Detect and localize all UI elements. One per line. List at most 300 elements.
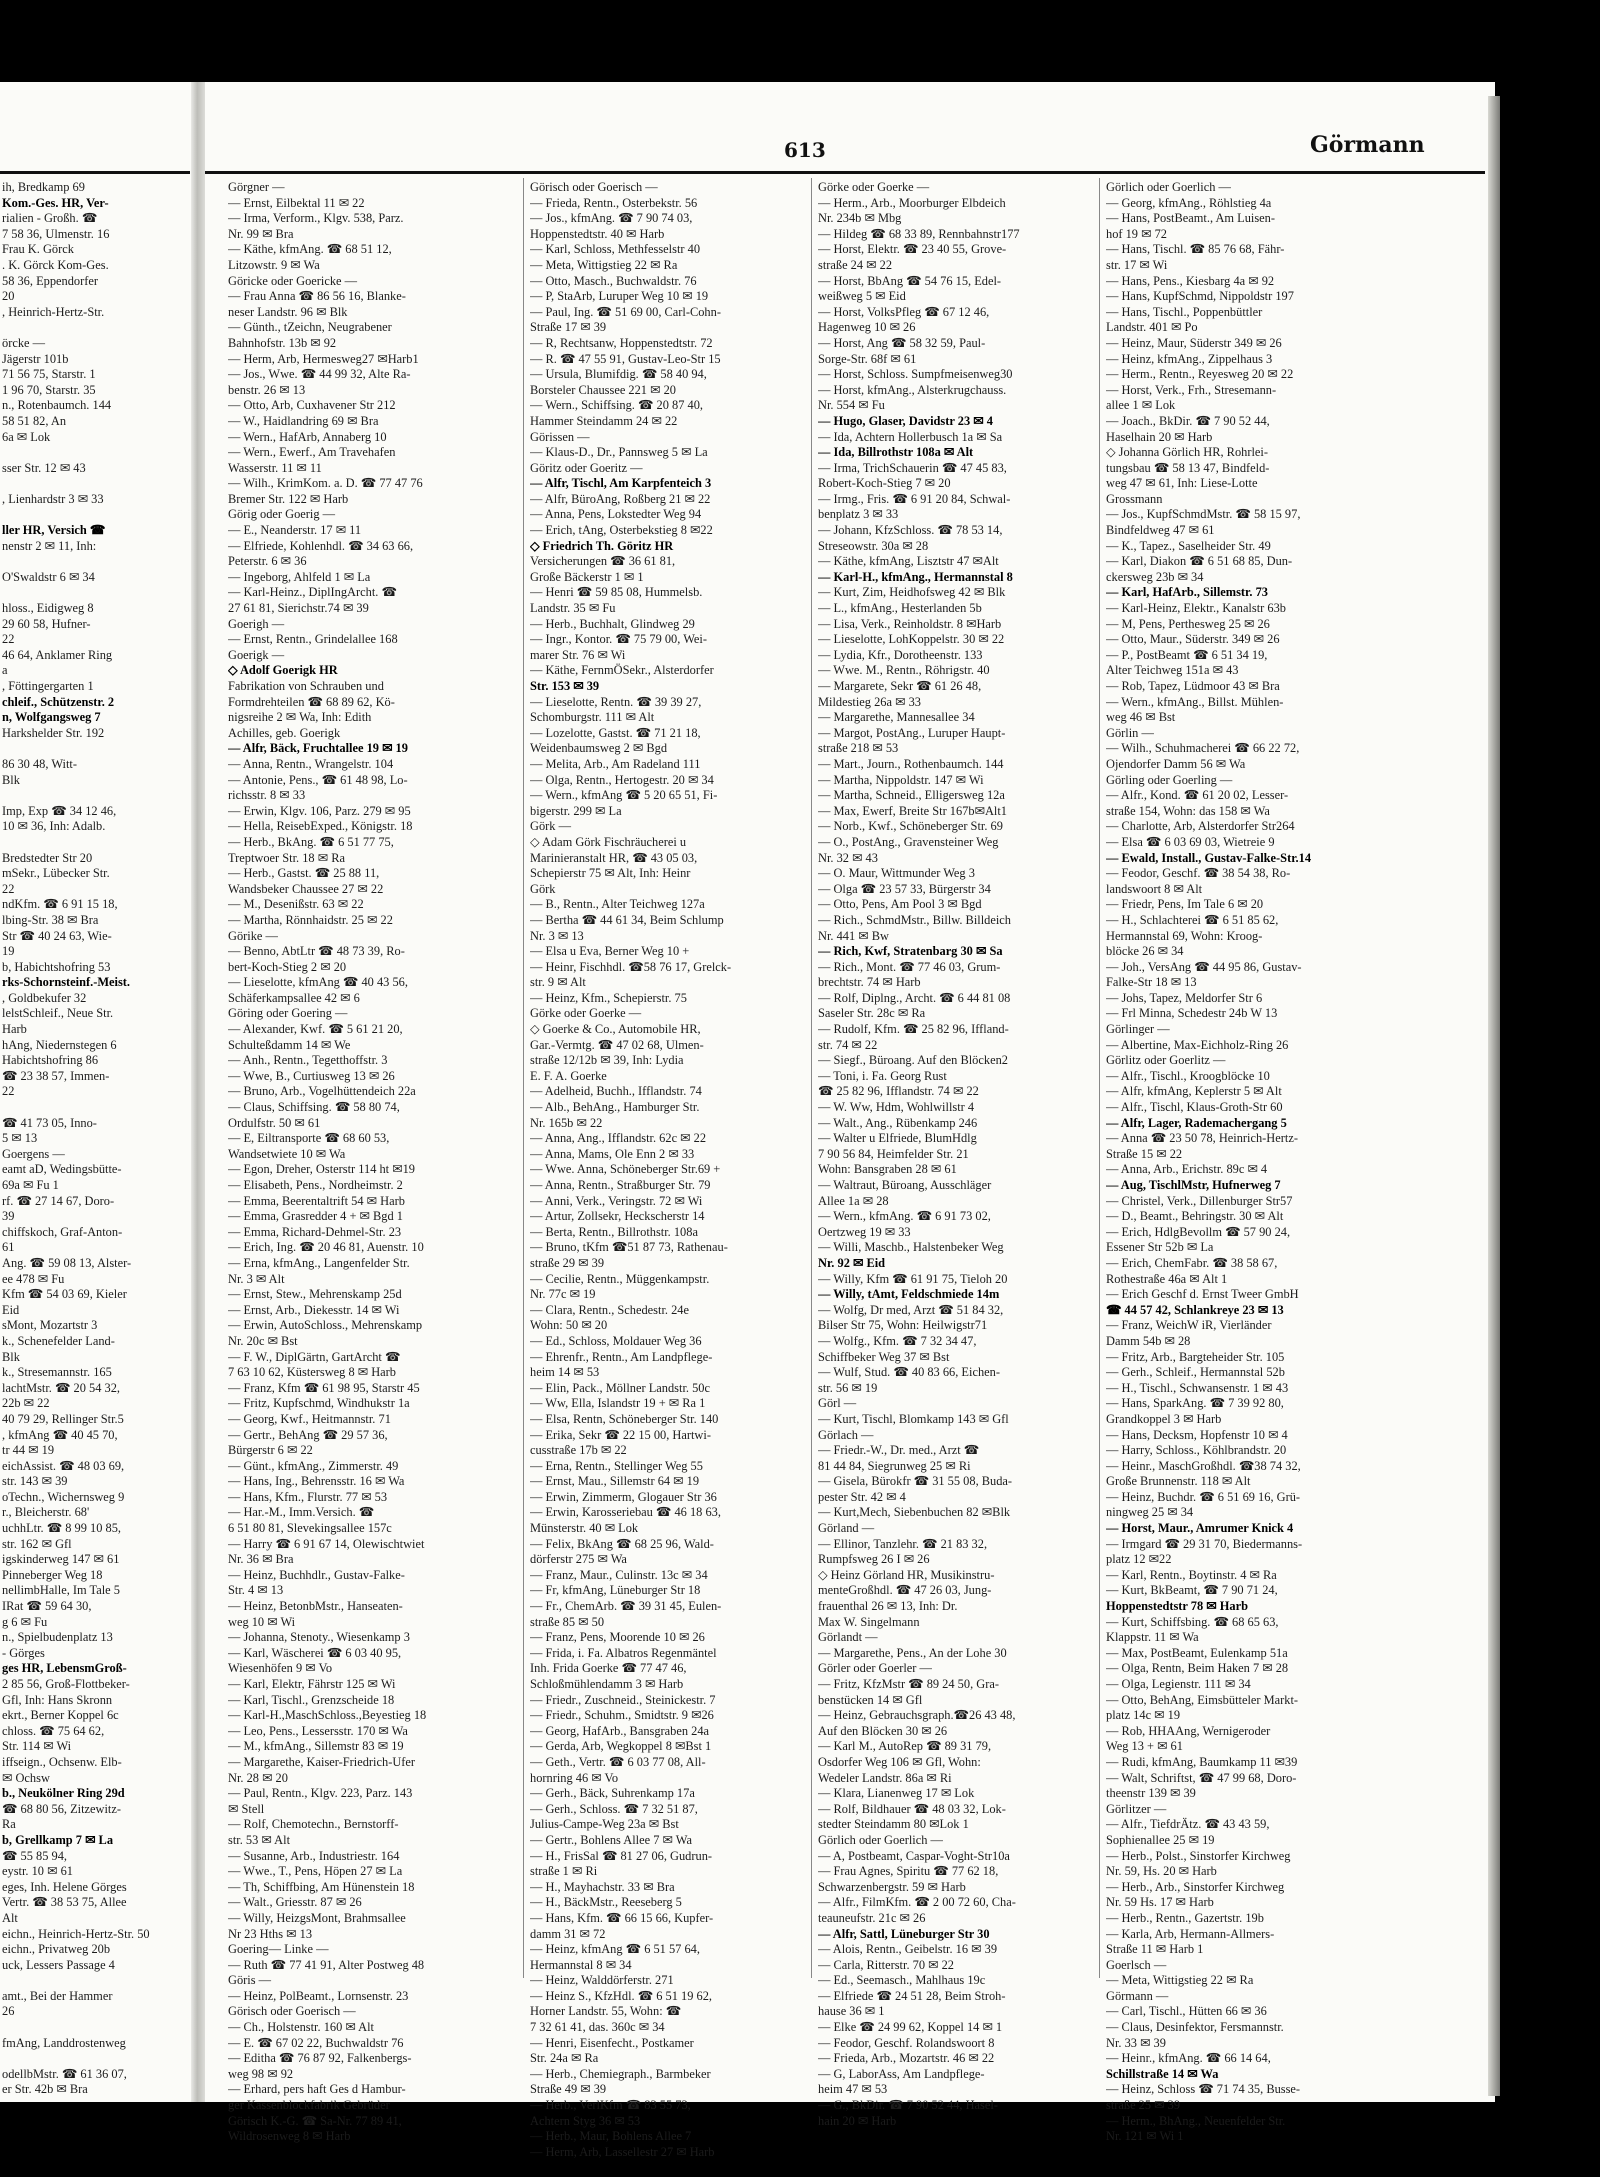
directory-entry: — Erwin, Zimmerm, Glogauer Str 36 — [530, 1489, 717, 1504]
directory-entry: Nr. 99 ✉ Bra — [228, 226, 294, 241]
directory-entry: hAng, Niedernstegen 6 — [2, 1037, 117, 1052]
directory-entry: — Hans, PostBeamt., Am Luisen- — [1106, 211, 1275, 226]
directory-entry: Görisch K.-G. ☎ Sa-Nr. 77 89 41, — [228, 2113, 402, 2128]
directory-entry: frauenthal 26 ✉ 13, Inh: Dr. — [818, 1599, 958, 1614]
directory-entry: — Irma, Verform., Klgv. 538, Parz. — [228, 211, 404, 226]
directory-entry: Goergens — — [2, 1146, 65, 1161]
directory-entry: — Martha, Schneid., Elligersweg 12a — [818, 788, 1005, 803]
directory-entry: — Erich, ChemFabr. ☎ 38 58 67, — [1106, 1255, 1278, 1270]
directory-entry: — Harry ☎ 6 91 67 14, Olewischtwiet — [228, 1536, 425, 1551]
directory-entry: — H., Mayhachstr. 33 ✉ Bra — [530, 1879, 675, 1894]
directory-entry: eges, Inh. Helene Görges — [2, 1879, 127, 1894]
directory-entry: — Fritz, Kupfschmd, Windhukstr 1a — [228, 1396, 410, 1411]
directory-entry: — K., Tapez., Saselheider Str. 49 — [1106, 538, 1271, 553]
directory-entry: — Siegf., Büroang. Auf den Blöcken2 — [818, 1053, 1008, 1068]
directory-entry: ☎ 55 85 94, — [2, 1848, 67, 1863]
directory-entry: — Herm., Arb., Moorburger Elbdeich — [818, 195, 1006, 210]
directory-entry: — M., kfmAng., Sillemstr 83 ✉ 19 — [228, 1739, 404, 1754]
directory-entry: hain 20 ✉ Harb — [818, 2113, 897, 2128]
directory-entry: — Karl, Rentn., Boytinstr. 4 ✉ Ra — [1106, 1567, 1277, 1582]
directory-entry: — G., BkDir. ☎ 7 90 52 44, Hasel- — [818, 2098, 998, 2113]
directory-entry: — Heinz, kfmAng., Zippelhaus 3 — [1106, 351, 1273, 366]
directory-entry: — Georg, kfmAng., Röhlstieg 4a — [1106, 195, 1272, 210]
directory-entry: — Wwe., T., Pens, Höpen 27 ✉ La — [228, 1864, 403, 1879]
directory-entry: — Elin, Pack., Möllner Landstr. 50c — [530, 1380, 710, 1395]
directory-entry: — E. ☎ 67 02 22, Buchwaldstr 76 — [228, 2035, 404, 2050]
directory-entry: — Elke ☎ 24 99 62, Koppel 14 ✉ 1 — [818, 2020, 1003, 2035]
directory-entry: Schwarzenbergstr. 59 ✉ Harb — [818, 1879, 966, 1894]
directory-entry: — Max, Ewerf, Breite Str 167b✉Alt1 — [818, 803, 1007, 818]
directory-entry: 22 — [2, 1084, 15, 1099]
directory-entry: 29 60 58, Hufner- — [2, 616, 91, 631]
directory-entry: richsstr. 8 ✉ 33 — [228, 788, 306, 803]
directory-entry: — Willi, Maschb., Halstenbeker Weg — [818, 1240, 1004, 1255]
directory-entry: Weidenbaumsweg 2 ✉ Bgd — [530, 741, 668, 756]
directory-entry: — Hugo, Glaser, Davidstr 23 ✉ 4 — [818, 413, 993, 428]
directory-entry: Göricke oder Goericke — — [228, 273, 358, 288]
directory-entry: 86 30 48, Witt- — [2, 756, 77, 771]
directory-entry: — Heinz, BetonbMstr., Hanseaten- — [228, 1599, 403, 1614]
directory-entry: — Waltraut, Büroang, Ausschläger — [818, 1178, 992, 1192]
directory-entry: — Emma, Beerentaltrift 54 ✉ Harb — [228, 1193, 405, 1208]
directory-entry: O'Swaldstr 6 ✉ 34 — [2, 569, 95, 584]
directory-entry: — D., Beamt., Behringstr. 30 ✉ Alt — [1106, 1209, 1284, 1224]
directory-entry — [2, 320, 188, 336]
directory-entry: str. 143 ✉ 39 — [2, 1474, 68, 1489]
directory-entry: Osdorfer Weg 106 ✉ Gfl, Wohn: — [818, 1754, 981, 1769]
directory-entry: — Geth., Vertr. ☎ 6 03 77 08, All- — [530, 1754, 706, 1769]
directory-entry: straße 25 ✉ 39 — [1106, 2098, 1181, 2113]
directory-entry: — Th, Schiffbing, Am Hünenstein 18 — [228, 1879, 415, 1894]
directory-entry: - Görges — [2, 1645, 45, 1660]
directory-entry: Schäferkampsallee 42 ✉ 6 — [228, 990, 360, 1005]
directory-entry: — Herb., Buchhalt, Glindweg 29 — [530, 616, 695, 631]
directory-entry: — Hans, KupfSchmd, Nippoldstr 197 — [1106, 289, 1294, 304]
directory-entry: Nr. 32 ✉ 43 — [818, 850, 878, 865]
directory-entry: — Herb., VerlKfm ☎ 83 55 73, — [530, 2098, 691, 2113]
directory-entry: — Ida, Achtern Hollerbusch 1a ✉ Sa — [818, 429, 1003, 444]
directory-entry: — Käthe, kfmAng. ☎ 68 51 12, — [228, 242, 392, 257]
directory-entry: — Wern., kfmAng., Billst. Mühlen- — [1106, 694, 1284, 709]
directory-entry: Nr. 77c ✉ 19 — [530, 1287, 596, 1302]
directory-entry: — Herb., Polst., Sinstorfer Kirchweg — [1106, 1848, 1291, 1863]
directory-entry: — Frieda, Rentn., Osterbekstr. 56 — [530, 195, 698, 210]
directory-entry: Nr. 554 ✉ Fu — [818, 398, 885, 413]
directory-entry: — Aug, TischlMstr, Hufnerweg 7 — [1106, 1178, 1281, 1192]
directory-entry: Gfl, Inh: Hans Skronn — [2, 1692, 113, 1707]
directory-entry: — Otto, Maur., Süderstr. 349 ✉ 26 — [1106, 632, 1280, 647]
directory-entry: Fabrikation von Schrauben und — [228, 679, 384, 693]
directory-entry: — Kurt, BkBeamt, ☎ 7 90 71 24, — [1106, 1583, 1278, 1598]
directory-entry: — Elsa ☎ 6 03 69 03, Wietreie 9 — [1106, 834, 1275, 849]
directory-entry: — Ernst, Rentn., Grindelallee 168 — [228, 632, 398, 647]
directory-entry: — A, Postbeamt, Caspar-Voght-Str10a — [818, 1848, 1010, 1863]
directory-entry: — Willy, HeizgsMont, Brahmsallee — [228, 1910, 406, 1925]
directory-entry: — Herm., BhAng., Neuenfelder Str. — [1106, 2113, 1286, 2128]
directory-entry: — Meta, Wittigstieg 22 ✉ Ra — [530, 257, 678, 272]
directory-entry — [2, 1100, 188, 1116]
directory-entry: — Karl-H.,MaschSchloss.,Beyestieg 18 — [228, 1708, 427, 1723]
directory-entry: — Karl, Elektr, Fährstr 125 ✉ Wi — [228, 1677, 396, 1691]
directory-entry: ger Kassenblockfabrik Gebrüder — [228, 2098, 390, 2113]
directory-entry: — Alfr., TiefdrÄtz. ☎ 43 43 59, — [1106, 1817, 1270, 1832]
directory-entry: Blk — [2, 1349, 20, 1364]
directory-entry: — Horst, Elektr. ☎ 23 40 55, Grove- — [818, 242, 1007, 257]
directory-entry: Mildestieg 26a ✉ 33 — [818, 694, 921, 709]
directory-entry: — Joh., VersAng ☎ 44 95 86, Gustav- — [1106, 959, 1302, 974]
directory-column-left-fragment — [2, 180, 188, 2098]
directory-entry: — Franz, WeichW iR, Vierländer — [1106, 1318, 1272, 1333]
directory-entry: — Georg, Kwf., Heitmannstr. 71 — [228, 1411, 391, 1426]
directory-entry: — Gerh., Bäck, Suhrenkamp 17a — [530, 1786, 695, 1801]
directory-entry: b., Neukölner Ring 29d — [2, 1786, 125, 1801]
directory-entry: — Frau Anna ☎ 86 56 16, Blanke- — [228, 289, 406, 304]
directory-entry: Kom.-Ges. HR, Ver- — [2, 195, 109, 210]
directory-entry: k., Stresemannstr. 165 — [2, 1365, 112, 1380]
directory-entry: — Paul, Ing. ☎ 51 69 00, Carl-Cohn- — [530, 304, 721, 319]
directory-entry: Nr. 36 ✉ Bra — [228, 1552, 294, 1567]
directory-entry: brechtstr. 74 ✉ Harb — [818, 975, 921, 990]
directory-entry: — Erich, tAng, Osterbekstieg 8 ✉22 — [530, 523, 713, 538]
directory-entry: ☎ 68 80 56, Zitzewitz- — [2, 1801, 122, 1816]
directory-entry: Goering— Linke — — [228, 1942, 329, 1957]
directory-entry: — Paul, Rentn., Klgv. 223, Parz. 143 — [228, 1786, 413, 1801]
directory-entry: — Horst, kfmAng., Alsterkrugchauss. — [818, 382, 1007, 397]
directory-entry: Görk — [530, 881, 556, 896]
directory-entry: — Rolf, Bildhauer ☎ 48 03 32, Lok- — [818, 1801, 1006, 1816]
directory-entry: Goerlsch — — [1106, 1957, 1167, 1972]
directory-entry: sser Str. 12 ✉ 43 — [2, 460, 86, 475]
directory-entry: eichAssist. ☎ 48 03 69, — [2, 1458, 125, 1473]
directory-entry: — Toni, i. Fa. Georg Rust — [818, 1068, 947, 1083]
directory-entry: — Erwin, Karosseriebau ☎ 46 18 63, — [530, 1505, 721, 1520]
directory-entry: — Heinz, Gebrauchsgraph.☎26 43 48, — [818, 1708, 1016, 1723]
directory-entry: — Karla, Arb, Hermann-Allmers- — [1106, 1926, 1275, 1941]
directory-entry: Harkshelder Str. 192 — [2, 725, 105, 740]
directory-entry: — Margarete, Sekr ☎ 61 26 48, — [818, 679, 982, 693]
directory-entry: — Anna, Arb., Erichstr. 89c ✉ 4 — [1106, 1162, 1268, 1177]
directory-entry: — O. Maur, Wittmunder Weg 3 — [818, 866, 975, 881]
directory-entry: Jägerstr 101b — [2, 351, 69, 366]
directory-entry: — Horst, Verk., Frh., Stresemann- — [1106, 382, 1277, 397]
directory-entry: — Gertr., Bohlens Allee 7 ✉ Wa — [530, 1832, 692, 1847]
directory-entry: ckersweg 23b ✉ 34 — [1106, 569, 1204, 584]
directory-entry: — O., PostAng., Gravensteiner Weg — [818, 834, 999, 849]
directory-entry: — Christel, Verk., Dillenburger Str57 — [1106, 1193, 1293, 1208]
directory-entry: — Fr, kfmAng, Lüneburger Str 18 — [530, 1583, 701, 1598]
directory-entry: — Rich., Mont. ☎ 77 46 03, Grum- — [818, 959, 1001, 974]
directory-entry: ekrt., Berner Koppel 6c — [2, 1708, 119, 1723]
directory-entry: Str. 24a ✉ Ra — [530, 2051, 599, 2066]
directory-entry: cusstraße 17b ✉ 22 — [530, 1443, 627, 1458]
directory-entry: — Alois, Rentn., Geibelstr. 16 ✉ 39 — [818, 1942, 998, 1957]
directory-entry: nellimbHalle, Im Tale 5 — [2, 1583, 120, 1598]
directory-entry: lelstSchleif., Neue Str. — [2, 1006, 114, 1021]
directory-entry: — Cecilie, Rentn., Müggenkampstr. — [530, 1271, 710, 1286]
directory-entry: — Benno, AbtLtr ☎ 48 73 39, Ro- — [228, 944, 405, 959]
directory-entry: Str ☎ 40 24 63, Wie- — [2, 928, 112, 943]
directory-entry: menteGroßhdl. ☎ 47 26 03, Jung- — [818, 1583, 992, 1598]
column-separator — [523, 178, 524, 1978]
directory-entry: 6 51 80 81, Slevekingsallee 157c — [228, 1521, 392, 1536]
directory-entry: — Gertr., BehAng ☎ 29 57 36, — [228, 1427, 388, 1442]
directory-entry: — Hans, Pens., Kiesbarg 4a ✉ 92 — [1106, 273, 1275, 288]
directory-entry: — Irmgard ☎ 29 31 70, Biedermanns- — [1106, 1536, 1303, 1551]
directory-entry: Schloßmühlendamm 3 ✉ Harb — [530, 1677, 684, 1691]
directory-entry: — Franz, Kfm ☎ 61 98 95, Starstr 45 — [228, 1380, 420, 1395]
directory-entry: — Fritz, Arb., Bargteheider Str. 105 — [1106, 1349, 1285, 1364]
directory-entry: Borsteler Chaussee 221 ✉ 20 — [530, 382, 676, 397]
directory-entry: — Johs, Tapez, Meldorfer Str 6 — [1106, 990, 1263, 1005]
directory-entry: — Ewald, Install., Gustav-Falke-Str.14 — [1106, 850, 1312, 865]
directory-entry: — Wwe, B., Curtiusweg 13 ✉ 26 — [228, 1068, 395, 1083]
directory-entry: örcke — — [2, 335, 46, 350]
directory-entry: — Heinz, Schloss ☎ 71 74 35, Busse- — [1106, 2082, 1301, 2097]
header-rule-left — [0, 171, 190, 174]
directory-entry: — Klara, Lianenweg 17 ✉ Lok — [818, 1786, 975, 1801]
directory-entry: — Günt., kfmAng., Zimmerstr. 49 — [228, 1458, 399, 1473]
directory-entry: Ra — [2, 1817, 16, 1832]
directory-entry: pester Str. 42 ✉ 4 — [818, 1489, 906, 1504]
directory-entry: Goerigh — — [228, 616, 285, 631]
directory-entry: — Friedr., Zuschneid., Steinickestr. 7 — [530, 1692, 716, 1707]
directory-entry: — Anni, Verk., Veringstr. 72 ✉ Wi — [530, 1193, 703, 1208]
directory-entry: — Heinz, Buchhdlr., Gustav-Falke- — [228, 1567, 405, 1582]
directory-entry: — Rudi, kfmAng, Baumkamp 11 ✉39 — [1106, 1754, 1298, 1769]
directory-entry: benstücken 14 ✉ Gfl — [818, 1692, 923, 1707]
directory-entry: — Heinz S., KfzHdl. ☎ 6 51 19 62, — [530, 1988, 712, 2003]
directory-entry: Große Bäckerstr 1 ✉ 1 — [530, 569, 644, 584]
directory-entry: weißweg 5 ✉ Eid — [818, 289, 906, 304]
directory-entry: — Frida, i. Fa. Albatros Regenmäntel — [530, 1645, 717, 1660]
directory-entry: chleif., Schützenstr. 2 — [2, 694, 115, 709]
directory-entry: Wasserstr. 11 ✉ 11 — [228, 460, 322, 475]
directory-entry: — Irmg., Fris. ☎ 6 91 20 84, Schwal- — [818, 491, 1011, 506]
directory-entry: dörferstr 275 ✉ Wa — [530, 1552, 627, 1567]
directory-entry — [2, 507, 188, 523]
directory-entry: Ordulfstr. 50 ✉ 61 — [228, 1115, 321, 1130]
directory-entry: Saseler Str. 28c ✉ Ra — [818, 1006, 926, 1021]
directory-entry: — Irma, TrichSchauerin ☎ 47 45 83, — [818, 460, 1007, 475]
directory-entry: — Artur, Zollsekr, Heckscherstr 14 — [530, 1209, 705, 1224]
directory-entry: Pinneberger Weg 18 — [2, 1567, 103, 1582]
directory-entry: Wohn: 50 ✉ 20 — [530, 1318, 608, 1333]
directory-entry: — Ehrenfr., Rentn., Am Landpflege- — [530, 1349, 713, 1364]
directory-entry: — Horst, Ang ☎ 58 32 59, Paul- — [818, 335, 986, 350]
directory-entry: — Olga, Rentn, Beim Haken 7 ✉ 28 — [1106, 1661, 1289, 1676]
directory-entry: Görlinger — — [1106, 1022, 1170, 1037]
directory-entry: Nr. 59, Hs. 20 ✉ Harb — [1106, 1864, 1217, 1879]
directory-entry: Eid — [2, 1302, 20, 1317]
directory-entry: — B., Rentn., Alter Teichweg 127a — [530, 897, 705, 912]
directory-entry: — Claus, Schiffsing. ☎ 58 80 74, — [228, 1100, 400, 1115]
directory-entry: — Anna, Rentn., Straßburger Str. 79 — [530, 1178, 711, 1192]
directory-entry: — Melita, Arb., Am Radeland 111 — [530, 756, 701, 771]
directory-entry: — Ernst, Stew., Mehrenskamp 25d — [228, 1287, 402, 1302]
directory-entry: — R. ☎ 47 55 91, Gustav-Leo-Str 15 — [530, 351, 721, 366]
directory-entry: — Ruth ☎ 77 41 91, Alter Postweg 48 — [228, 1957, 425, 1972]
directory-entry: — R, Rechtsanw, Hoppenstedtstr. 72 — [530, 335, 713, 350]
directory-entry — [2, 585, 188, 601]
directory-entry: — Karl, Schloss, Methfesselstr 40 — [530, 242, 701, 257]
directory-entry: Straße 49 ✉ 39 — [530, 2082, 607, 2097]
directory-entry: 26 — [2, 2004, 15, 2019]
directory-entry: — Erna, kfmAng., Langenfelder Str. — [228, 1255, 410, 1270]
directory-entry: Sophienallee 25 ✉ 19 — [1106, 1832, 1215, 1847]
directory-entry: — Horst, BbAng ☎ 54 76 15, Edel- — [818, 273, 1002, 288]
directory-entry: Landstr. 401 ✉ Po — [1106, 320, 1198, 335]
directory-entry: — Hans, Tischl. ☎ 85 76 68, Fähr- — [1106, 242, 1285, 257]
directory-entry: str. 53 ✉ Alt — [228, 1832, 291, 1847]
directory-entry: Görling oder Goerling — — [1106, 772, 1233, 787]
directory-entry: ☎ 25 82 96, Ifflandstr. 74 ✉ 22 — [818, 1084, 979, 1099]
directory-entry: — L., kfmAng., Hesterlanden 5b — [818, 601, 982, 616]
directory-entry: , kfmAng ☎ 40 45 70, — [2, 1427, 118, 1442]
directory-entry: — Lieselotte, Rentn. ☎ 39 39 27, — [530, 694, 702, 709]
directory-entry: ☎ 44 57 42, Schlankreye 23 ✉ 13 — [1106, 1302, 1284, 1317]
directory-entry: — Bruno, tKfm ☎51 87 73, Rathenau- — [530, 1240, 728, 1255]
directory-entry: — Alfr, Sattl, Lüneburger Str 30 — [818, 1926, 990, 1941]
directory-entry: Vertr. ☎ 38 53 75, Allee — [2, 1895, 127, 1910]
directory-entry: — Alfr, Tischl, Am Karpfenteich 3 — [530, 476, 712, 491]
directory-entry: , Föttingergarten 1 — [2, 679, 94, 693]
directory-entry: — Elfriede, Kohlenhdl. ☎ 34 63 66, — [228, 538, 414, 553]
directory-entry: — Leo, Pens., Lessersstr. 170 ✉ Wa — [228, 1723, 408, 1738]
directory-entry: straße 29 ✉ 39 — [530, 1255, 605, 1270]
directory-entry: — Alfr., Tischl, Klaus-Groth-Str 60 — [1106, 1100, 1283, 1115]
directory-entry: ee 478 ✉ Fu — [2, 1271, 65, 1286]
directory-entry — [2, 476, 188, 492]
directory-entry: — W. Ww, Hdm, Wohlwillstr 4 — [818, 1100, 975, 1115]
directory-entry: Grandkoppel 3 ✉ Harb — [1106, 1411, 1222, 1426]
directory-entry: heim 14 ✉ 53 — [530, 1365, 600, 1380]
directory-entry: — Erich Geschf d. Ernst Tweer GmbH — [1106, 1287, 1299, 1302]
page-number: 613 — [784, 138, 826, 162]
directory-entry: Wohn: Bansgraben 28 ✉ 61 — [818, 1162, 957, 1177]
directory-entry: — Alfr, kfmAng, Keplerstr 5 ✉ Alt — [1106, 1084, 1282, 1099]
directory-entry: — Ellinor, Tanzlehr. ☎ 21 83 32, — [818, 1536, 988, 1551]
directory-entry: ◇ Adam Görk Fischräucherei u — [530, 834, 687, 849]
directory-entry: — G, LaborAss, Am Landpflege- — [818, 2066, 985, 2081]
directory-entry: — Joach., BkDir. ☎ 7 90 52 44, — [1106, 413, 1270, 428]
directory-entry: — Otto, BehAng, Eimsbütteler Markt- — [1106, 1692, 1299, 1707]
directory-entry: blöcke 26 ✉ 34 — [1106, 944, 1184, 959]
directory-entry: weg 47 ✉ 61, Inh: Liese-Lotte — [1106, 476, 1258, 491]
directory-entry: — H., Tischl., Schwansenstr. 1 ✉ 43 — [1106, 1380, 1289, 1395]
directory-entry: Imp, Exp ☎ 34 12 46, — [2, 803, 117, 818]
directory-entry: — Herb., Rentn., Gazertstr. 19b — [1106, 1910, 1264, 1925]
column-separator — [1099, 178, 1100, 1978]
directory-entry: — Herb., Maur, Bohlens Allee 7 — [530, 2129, 692, 2144]
directory-entry: iffseign., Ochsenw. Elb- — [2, 1754, 122, 1769]
directory-entry — [2, 1973, 188, 1989]
directory-entry: — Alfr, Bäck, Fruchtallee 19 ✉ 19 — [228, 741, 408, 756]
directory-entry: — Feodor, Geschf. Rolandswoort 8 — [818, 2035, 995, 2050]
directory-entry: Nr. 165b ✉ 22 — [530, 1115, 603, 1130]
directory-entry: Hagenweg 10 ✉ 26 — [818, 320, 916, 335]
directory-entry: — E, Eiltransporte ☎ 68 60 53, — [228, 1131, 390, 1146]
page-edge — [1488, 96, 1500, 2096]
directory-entry: 71 56 75, Starstr. 1 — [2, 367, 96, 382]
directory-entry: Wandsbeker Chaussee 27 ✉ 22 — [228, 881, 384, 896]
directory-entry: Nr. 3 ✉ 13 — [530, 928, 584, 943]
directory-entry: — Editha ☎ 76 87 92, Falkenbergs- — [228, 2051, 412, 2066]
directory-entry: Nr. 33 ✉ 39 — [1106, 2035, 1166, 2050]
directory-entry: — Karl-Heinz., DiplIngArcht. ☎ — [228, 585, 397, 600]
directory-entry: Schepierstr 75 ✉ Alt, Inh: Heinr — [530, 866, 691, 881]
directory-entry: Bredstedter Str 20 — [2, 850, 93, 865]
directory-entry: — Rob, HHAAng, Wernigeroder — [1106, 1723, 1271, 1738]
directory-entry: — Herm., Rentn., Reyesweg 20 ✉ 22 — [1106, 367, 1294, 382]
directory-entry: — Otto, Masch., Buchwaldstr. 76 — [530, 273, 697, 288]
directory-entry: Litzowstr. 9 ✉ Wa — [228, 257, 320, 272]
directory-entry: — Charlotte, Arb, Alsterdorfer Str264 — [1106, 819, 1295, 834]
directory-entry: stedter Steindamm 80 ✉Lok 1 — [818, 1817, 969, 1832]
directory-entry: — Karl M., AutoRep ☎ 89 31 79, — [818, 1739, 992, 1754]
directory-entry: eichn., Heinrich-Hertz-Str. 50 — [2, 1926, 150, 1941]
directory-entry: amt., Bei der Hammer — [2, 1988, 113, 2003]
directory-entry: — Erhard, pers haft Ges d Hambur- — [228, 2082, 406, 2097]
directory-entry: — Walt, Schriftst, ☎ 47 99 68, Doro- — [1106, 1770, 1297, 1785]
directory-entry: Wiesenhöfen 9 ✉ Vo — [228, 1661, 333, 1676]
directory-entry: platz 14c ✉ 19 — [1106, 1708, 1181, 1723]
directory-entry: — Martha, Rönnhaidstr. 25 ✉ 22 — [228, 912, 393, 927]
directory-entry: str. 9 ✉ Alt — [530, 975, 586, 990]
directory-entry: — Karl-H., kfmAng., Hermannstal 8 — [818, 569, 1013, 584]
directory-entry: — Heinz, Buchdr. ☎ 6 51 69 16, Grü- — [1106, 1489, 1301, 1504]
directory-entry: — Hans, SparkAng. ☎ 7 39 92 80, — [1106, 1396, 1284, 1411]
directory-entry: chiffskoch, Graf-Anton- — [2, 1224, 123, 1239]
directory-entry: — Ch., Holstenstr. 160 ✉ Alt — [228, 2020, 375, 2035]
directory-entry: straße 85 ✉ 50 — [530, 1614, 605, 1629]
directory-entry: — Wilh., KrimKom. a. D. ☎ 77 47 76 — [228, 476, 423, 491]
directory-entry: Görlin — — [1106, 725, 1154, 740]
directory-entry: — Susanne, Arb., Industriestr. 164 — [228, 1848, 400, 1863]
directory-entry: — Friedr, Pens, Im Tale 6 ✉ 20 — [1106, 897, 1264, 912]
directory-entry: Görlitz oder Goerlitz — — [1106, 1053, 1226, 1068]
directory-entry: theenstr 139 ✉ 39 — [1106, 1786, 1196, 1801]
directory-entry: er Str. 42b ✉ Bra — [2, 2082, 88, 2097]
directory-entry: Str. 114 ✉ Wi — [2, 1739, 72, 1754]
directory-entry — [2, 788, 188, 804]
directory-entry: Marinieranstalt HR, ☎ 43 05 03, — [530, 850, 698, 865]
directory-entry: 58 36, Eppendorfer — [2, 273, 98, 288]
directory-entry: Bahnhofstr. 13b ✉ 92 — [228, 335, 337, 350]
directory-entry: — Elisabeth, Pens., Nordheimstr. 2 — [228, 1178, 403, 1192]
directory-entry: hof 19 ✉ 72 — [1106, 226, 1167, 241]
directory-entry: — Antonie, Pens., ☎ 61 48 98, Lo- — [228, 772, 408, 787]
directory-entry: — Lieselotte, LohKoppelstr. 30 ✉ 22 — [818, 632, 1005, 647]
directory-entry: landswoort 8 ✉ Alt — [1106, 881, 1203, 896]
directory-entry: Görmann — — [1106, 1988, 1169, 2003]
directory-entry: Harb — [2, 1022, 27, 1037]
directory-entry: n., Rotenbaumch. 144 — [2, 398, 112, 413]
directory-entry: — Karl, Diakon ☎ 6 51 68 85, Dun- — [1106, 554, 1293, 569]
directory-entry: Achilles, geb. Goerigk — [228, 725, 341, 740]
directory-entry: — Olga, Legienstr. 111 ✉ 34 — [1106, 1677, 1251, 1691]
directory-entry: — Herm, Arb, Lassellestr 27 ✉ Harb — [530, 2144, 715, 2159]
directory-entry: 81 44 84, Siegrunweg 25 ✉ Ri — [818, 1458, 971, 1473]
directory-entry: — Lozelotte, Gastst. ☎ 71 21 18, — [530, 725, 701, 740]
directory-entry: — Ernst, Mau., Sillemstr 64 ✉ 19 — [530, 1474, 700, 1489]
directory-entry: — Alfr, BüroAng, Roßberg 21 ✉ 22 — [530, 491, 711, 506]
directory-entry: — Anna, Ang., Ifflandstr. 62c ✉ 22 — [530, 1131, 707, 1146]
directory-entry: Hermannstal 8 ✉ 34 — [530, 1957, 632, 1972]
directory-entry: 2 85 56, Groß-Flottbeker- — [2, 1677, 130, 1691]
directory-entry: ◇ Adolf Goerigk HR — [228, 663, 338, 678]
directory-entry: Bürgerstr 6 ✉ 22 — [228, 1443, 313, 1458]
directory-entry: Wedeler Landstr. 86a ✉ Ri — [818, 1770, 952, 1785]
